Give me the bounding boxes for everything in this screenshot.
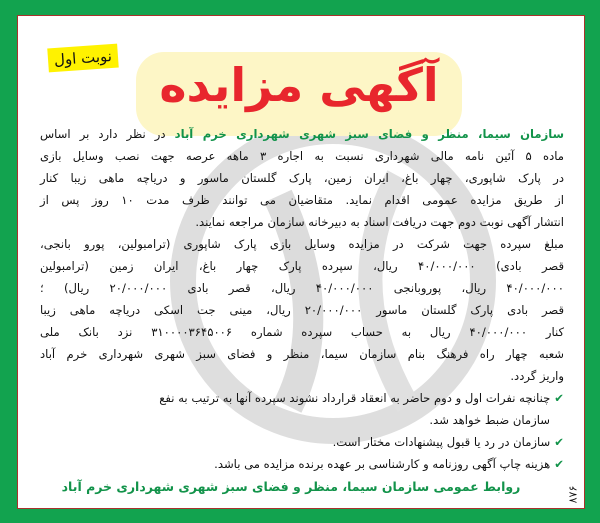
ad-body: [40, 123, 564, 475]
check-icon: ✔: [554, 457, 564, 471]
bullet-item: [40, 431, 564, 453]
page-title: آگهی مزایده: [159, 58, 439, 112]
body-line: قصر بادی) ۴۰/۰۰۰/۰۰۰ ریال، سپرده پارک چهار باغ، ایران زمین (ترامبولین: [40, 259, 564, 273]
body-line: واریز گردد.: [510, 369, 564, 383]
body-line: از طریق مزایده عمومی اقدام نماید. متقاضیان می توانند ظرف مدت ۱۰ روز پس از: [40, 193, 564, 207]
body-line: انتشار آگهی نوبت دوم جهت دریافت اسناد به دبیرخانه سازمان مراجعه نمایند.: [195, 215, 564, 229]
body-line: کنار ۴۰/۰۰۰/۰۰۰ ریال به حساب سپرده شماره ۳۱۰۰۰۰۳۶۴۵۰۰۶ نزد بانک ملی: [40, 325, 565, 339]
body-line: [40, 123, 564, 145]
body-text: در نظر دارد بر اساس: [40, 127, 175, 141]
body-line: مبلغ سپرده جهت شرکت در مزایده وسایل بازی پارک شاپوری (ترامبولین، پورو بانجی،: [40, 237, 564, 251]
check-icon: ✔: [554, 391, 564, 405]
bullet-item-cont: سازمان ضبط خواهد شد.: [429, 413, 550, 427]
body-line: شعبه چهار راه فرهنگ بنام سازمان سیما، منظر و فضای سبز شهری شهرداری خرم آباد: [40, 347, 564, 361]
org-name: سازمان سیما، منظر و فضای سبز شهری شهرداری خرم آباد: [174, 127, 564, 141]
bullet-item: [40, 453, 564, 475]
body-line: ۴۰/۰۰۰/۰۰۰ ریال، پوروبانجی ۴۰/۰۰۰/۰۰۰ ریال، قصر بادی ۲۰/۰۰۰/۰۰۰ ریال) ؛: [40, 281, 564, 295]
round-badge: نوبت اول: [47, 44, 118, 73]
body-line: در پارک شاپوری، چهار باغ، ایران زمین، پارک گلستان ماسور و دریاچه ماهی زیبا کنار: [40, 171, 564, 185]
body-line: ماده ۵ آئین نامه مالی شهرداری نسبت به اجاره ۳ ماهه عرصه جهت نصب وسایل بازی: [40, 149, 564, 163]
check-icon: ✔: [554, 435, 564, 449]
bullet-text: چنانچه نفرات اول و دوم حاضر به انعقاد قرارداد نشوند سپرده آنها به ترتیب به نفع: [159, 391, 551, 405]
bullet-text: سازمان در رد یا قبول پیشنهادات مختار است.: [332, 435, 551, 449]
bullet-text: هزینه چاپ آگهی روزنامه و کارشناسی بر عهده برنده مزایده می باشد.: [214, 457, 551, 471]
body-line: قصر بادی پارک گلستان ماسور ۲۰/۰۰۰/۰۰۰ ریال، مینی جت اسکی دریاچه ماهی زیبا: [40, 303, 564, 317]
ad-frame: [17, 15, 585, 509]
bullet-item: [40, 387, 564, 409]
ad-code: ۸۷۶: [566, 485, 580, 504]
footer-signature: روابط عمومی سازمان سیما، منظر و فضای سبز شهری شهرداری خرم آباد: [61, 479, 521, 494]
